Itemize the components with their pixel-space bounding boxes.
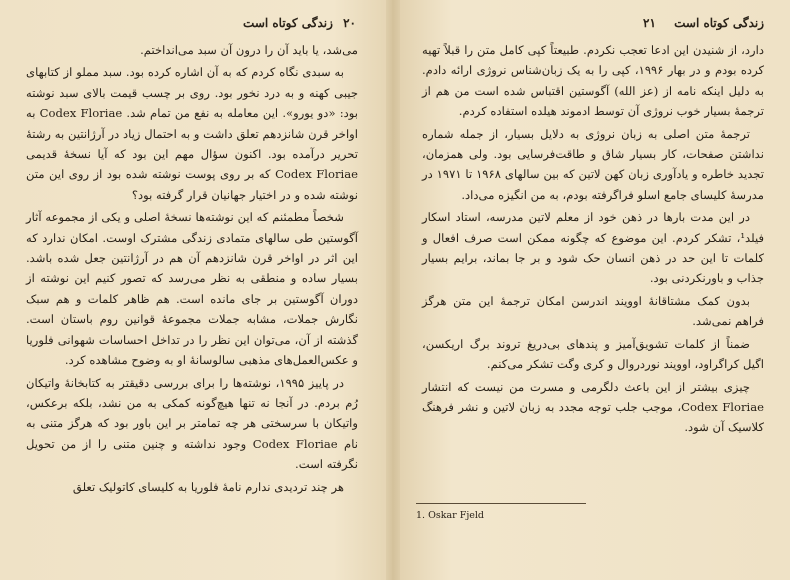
paragraph: بدون کمک مشتاقانهٔ اوویند اندرسن امکان ترجمهٔ این متن هرگز فراهم نمی‌شد. [422, 293, 764, 329]
right-page [392, 0, 790, 580]
left-header-title: زندگی کوتاه است [243, 16, 333, 30]
right-page-body [422, 40, 764, 440]
paragraph: چیزی بیشتر از این باعث دلگرمی و مسرت من نیست که انتشار Codex Floriae، موجب جلب توجه مجدد به زبان لاتین و نشر فرهنگ کلاسیک آن شود. [422, 379, 764, 435]
right-page-header [643, 16, 764, 30]
left-page-number: ۲۰ [343, 16, 356, 30]
left-page-body [26, 40, 358, 499]
paragraph: هر چند تردیدی ندارم نامهٔ فلوریا به کلیسای کاتولیک تعلق [72, 479, 344, 494]
footnote: 1. Oskar Fjeld [416, 510, 485, 521]
paragraph: در پاییز ۱۹۹۵، نوشته‌ها را برای بررسی دقیقتر به کتابخانهٔ واتیکان رُم بردم. در آنجا نه تنها هیچ‌گونه کمکی به من نشد، بلکه برعکس، واتیکان با سرسختی هر چه تمامتر بر این باور بود که هرگز متنی به نام Codex Floriae وجود نداشته و چنین متنی را از من تحویل نگرفته است. [26, 375, 358, 472]
paragraph: ضمناً از کلمات تشویق‌آمیز و پندهای بی‌دریغ تروند برگ اریکسن، اگیل کراگراود، اوویند نوردروال و کری وگت تشکر می‌کنم. [422, 336, 764, 372]
right-page-number: ۲۱ [643, 16, 656, 30]
book-gutter [386, 0, 400, 580]
paragraph: دارد، از شنیدن این ادعا تعجب نکردم. طبیعتاً کپی کامل متن را قبلاً تهیه کرده بودم و در بهار ۱۹۹۶، کپی را به یک زبان‌شناس نروژی ارائه دادم. به دلیل اینکه نامه از (عز الله) آگوستین اقتباس شده است من هم از ترجمهٔ بسیار خوب نروژی آن توسط ادموند هیلده استفاده کردم. [422, 43, 764, 119]
left-page-header [243, 16, 356, 30]
paragraph: به سبدی نگاه کردم که به آن اشاره کرده بود. سبد مملو از کتابهای جیبی کهنه و به درد نخور بود. روی بر چسب قیمت بالای سبد نوشته بود: «دو یورو». این معامله به نفع من تمام شد. Codex Floriae به اواخر قرن شانزدهم تعلق داشت و به احتمال زیاد در آرژانتین به رشتهٔ تحریر درآمده بود. اکنون سؤال مهم این بود که آیا نسخهٔ قدیمی Codex Floriae که بر روی پوست نوشته شده بود از روی این متن نوشته شده و در اختیار جهانیان قرار گرفته بود؟ [26, 65, 358, 202]
paragraph: در این مدت بارها در ذهن خود از معلم لاتین مدرسه، استاد اسکار فیلد¹، تشکر کردم. این موضوع که چگونه ممکن است صرف افعال و کلمات تا این حد در ذهن انسان حک شود و بر جا بماند، برایم بسیار جذاب و باورنکردنی بود. [422, 210, 764, 286]
paragraph: شخصاً مطمئنم که این نوشته‌ها نسخهٔ اصلی و یکی از مجموعه آثار آگوستین طی سالهای متمادی زندگی مشترک اوست. امکان ندارد که این اثر در اواخر قرن شانزدهم آن هم در آرژانتین جعل شده باشد. بسیار ساده و منطقی به نظر می‌رسد که تصور کنیم این نوشته از دوران آگوستین بر جای مانده است. هم ظاهر کلمات و هم سبک نگارش جملات، مشابه جملات مجموعهٔ قوانین روم باستان است. گذشته از آن، می‌توان این نظر را در تداخل احساسات شهوانی فلوریا و عکس‌العمل‌های مذهبی سالوسانهٔ او به وضوح مشاهده کرد. [26, 210, 358, 368]
paragraph: می‌شد، یا باید آن را درون آن سبد می‌انداختم. [140, 43, 358, 57]
paragraph: ترجمهٔ متن اصلی به زبان نروژی به دلایل بسیار، از جمله شماره نداشتن صفحات، کار بسیار شاق و طاقت‌فرسایی بود. ولی همزمان، تجدید خاطره و یادآوری زبان کهن لاتین که بین سالهای ۱۹۶۸ تا ۱۹۷۱ در مدرسهٔ کلیسای جامع اسلو فراگرفته بودم، به من انگیزه می‌داد. [422, 126, 764, 202]
left-page [0, 0, 392, 580]
right-header-title: زندگی کوتاه است [674, 16, 764, 30]
footnote-divider [416, 503, 586, 504]
